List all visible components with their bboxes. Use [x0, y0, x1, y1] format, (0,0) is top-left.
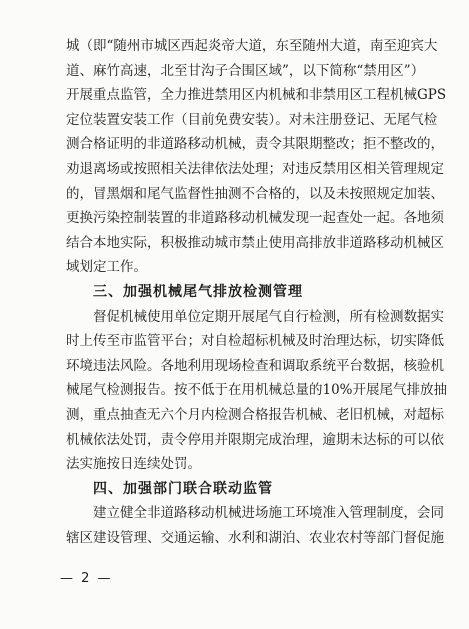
text-line: 劝退离场或按照相关法律依法处理；对违反禁用区相关管理规定: [66, 160, 444, 177]
text-line: 督促机械使用单位定期开展尾气自行检测，所有检测数据实: [93, 308, 444, 325]
text-line: 定位装置安装工作（目前免费安装）。对未注册登记、无尾气检: [66, 111, 438, 128]
section-heading-3: 三、加强机械尾气排放检测管理: [93, 283, 303, 300]
text-line: 测，重点抽查无六个月内检测合格报告机械、老旧机械，对超标: [66, 406, 444, 423]
text-line: 开展重点监管，全力推进禁用区内机械和非禁用区工程机械GPS: [66, 87, 447, 104]
text-line: 测合格证明的非道路移动机械，责令其限期整改；拒不整改的，: [66, 136, 444, 153]
text-line: 法实施按日连续处罚。: [66, 456, 201, 473]
text-line: 更换污染控制装置的非道路移动机械发现一起查处一起。各地须: [66, 210, 444, 227]
text-line: 时上传至市监管平台；对自检超标机械及时治理达标，切实降低: [66, 333, 444, 350]
text-line: 辖区建设管理、交通运输、水利和湖泊、农业农村等部门督促施: [66, 529, 444, 546]
text-line: 的，冒黑烟和尾气监督性抽测不合格的，以及未按照规定加装、: [66, 185, 444, 202]
paragraph-2: [66, 305, 448, 477]
text-line: 道、麻竹高速，北至甘沟子合围区域”，以下简称“禁用区”）: [66, 62, 425, 79]
paragraph-1: [66, 34, 447, 280]
page-number: — 2 —: [60, 571, 113, 586]
text-line: 结合本地实际，积极推动城市禁止使用高排放非道路移动机械区: [66, 234, 444, 251]
text-line: 域划定工作。: [66, 259, 147, 276]
text-line: 械尾气检测报告。按不低于在用机械总量的10%开展尾气排放抽: [66, 382, 448, 399]
text-line: 建立健全非道路移动机械进场施工环境准入管理制度，会同: [93, 505, 444, 522]
text-line: 环境违法风险。各地利用现场检查和调取系统平台数据，核验机: [66, 357, 444, 374]
text-line: 城（即“随州市城区西起炎帝大道，东至随州大道，南至迎宾大: [66, 38, 438, 54]
paragraph-3: [66, 501, 444, 550]
text-line: 机械依法处罚，责令停用并限期完成治理，逾期未达标的可以依: [66, 431, 444, 448]
page-content: [66, 34, 448, 550]
section-heading-4: 四、加强部门联合联动监管: [93, 480, 273, 497]
